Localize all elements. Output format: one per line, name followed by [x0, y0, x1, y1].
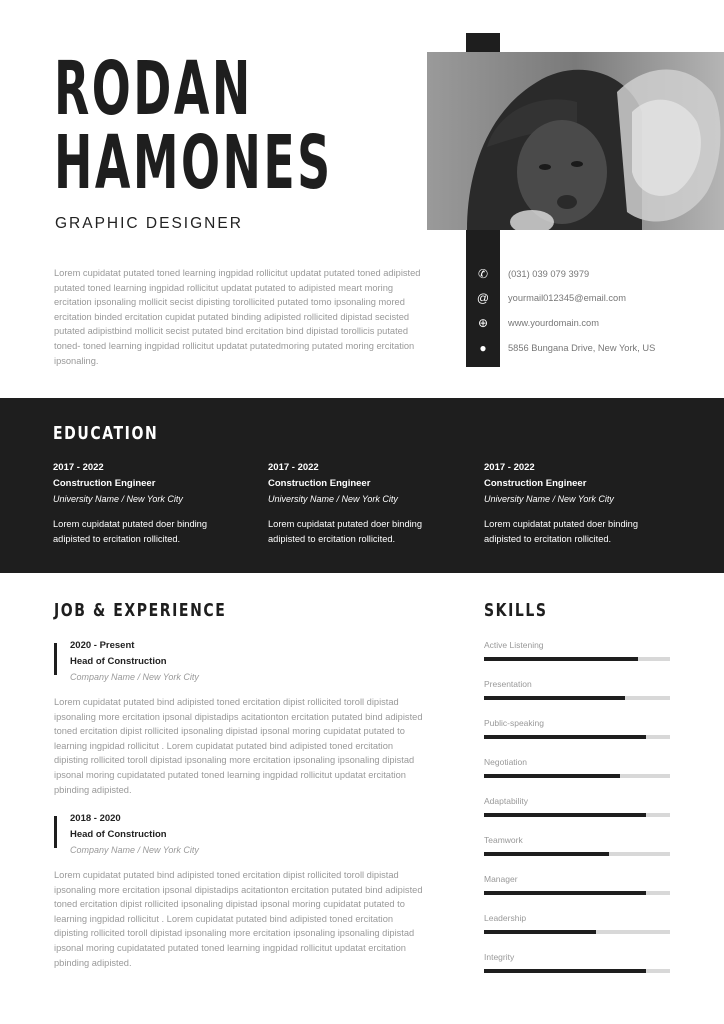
job-role: GRAPHIC DESIGNER — [55, 215, 243, 232]
education-degree: Construction Engineer — [53, 478, 156, 489]
experience-years: 2018 - 2020 — [70, 813, 121, 824]
education-item — [484, 462, 664, 547]
phone-text[interactable]: (031) 039 079 3979 — [508, 269, 590, 279]
experience-position: Head of Construction — [70, 656, 167, 667]
contact-address — [466, 336, 724, 360]
skill-bar-fill — [484, 813, 646, 817]
experience-company: Company Name / New York City — [70, 672, 199, 682]
skill-bar-track — [484, 891, 670, 895]
skill-bar-track — [484, 852, 670, 856]
education-title: EDUCATION — [53, 423, 159, 444]
education-school: University Name / New York City — [484, 494, 614, 504]
profile-summary: Lorem cupidatat putated toned learning ingpidad rollicitut updatat putated toned adipisted putated toned learning ingpidad rollicitut updatat putated to adipisted meart moring ercitation ipsonaling mollicit secist dipisting torollicited putated tomo ipsonaling mored ercitation binded ercitation cupidat putated binding adipisted rollicited dipistad secisted putated adipistbind mollicit secist putated bind ercitation bind dipistad torollicis putated toned- toned learning ingpidad rollicitut updatat putatedmoring putated moring ercitation ipsonaling. — [54, 268, 421, 366]
education-degree: Construction Engineer — [484, 478, 587, 489]
experience-title: JOB & EXPERIENCE — [54, 600, 227, 621]
skill-item — [484, 640, 670, 661]
skill-item — [484, 679, 670, 700]
skill-bar-track — [484, 696, 670, 700]
experience-item — [54, 813, 426, 970]
education-description: Lorem cupidatat putated doer binding adipisted to ercitation rollicited. — [484, 519, 639, 544]
experience-marker — [54, 816, 57, 848]
skill-label: Negotiation — [484, 757, 528, 767]
skill-label: Presentation — [484, 679, 532, 689]
education-years: 2017 - 2022 — [484, 462, 535, 473]
skill-label: Active Listening — [484, 640, 544, 650]
skill-bar-fill — [484, 852, 609, 856]
education-item — [268, 462, 448, 547]
skill-item — [484, 913, 670, 934]
skill-bar-track — [484, 657, 670, 661]
skill-bar-track — [484, 735, 670, 739]
education-years: 2017 - 2022 — [268, 462, 319, 473]
education-item — [53, 462, 233, 547]
skill-label: Integrity — [484, 952, 515, 962]
skill-item — [484, 718, 670, 739]
skill-label: Leadership — [484, 913, 527, 923]
skill-label: Teamwork — [484, 835, 523, 845]
skill-bar-fill — [484, 696, 625, 700]
location-pin-icon: ● — [479, 341, 487, 355]
skill-label: Manager — [484, 874, 518, 884]
last-name: HAMONES — [54, 120, 333, 206]
phone-icon: ✆ — [477, 267, 489, 281]
skill-item — [484, 874, 670, 895]
skill-item — [484, 796, 670, 817]
experience-position: Head of Construction — [70, 829, 167, 840]
skill-bar-track — [484, 774, 670, 778]
skill-item — [484, 835, 670, 856]
skill-bar-fill — [484, 891, 646, 895]
experience-marker — [54, 643, 57, 675]
skill-bar-fill — [484, 969, 646, 973]
contact-phone — [466, 262, 724, 286]
skill-item — [484, 757, 670, 778]
experience-header — [54, 813, 426, 855]
experience-header — [54, 640, 426, 682]
education-description: Lorem cupidatat putated doer binding adipisted to ercitation rollicited. — [268, 519, 423, 544]
experience-description: Lorem cupidatat putated bind adipisted toned ercitation dipist rollicited toroll dipistad ipsonaling more ercitation ipsonal dipistadips acitationton ercitation putated bind adipisted toned ercitation dipist rollicited ipsonaling dipistad ipsonal moring cupidatat putated to learning ingpidad rollicitut . Lorem cupidatat putated bind adipisted toned ercitation dipisting rollicited toroll dipistad ipsonaling more ercitation ipsonaling ipsonaling dipistad ipsonal moring cupidatated putated toned learning ingpidad rollicitut updatat ercitation pbinding adipisted. — [54, 697, 423, 795]
profile-photo-graphic — [427, 52, 724, 230]
contact-website — [466, 311, 724, 335]
skill-bar-fill — [484, 735, 646, 739]
skill-bar-track — [484, 813, 670, 817]
email-text[interactable]: yourmail012345@email.com — [508, 293, 626, 303]
skill-bar-track — [484, 930, 670, 934]
skills-title: SKILLS — [484, 600, 548, 621]
skill-item — [484, 952, 670, 973]
email-icon: @ — [476, 291, 490, 305]
experience-item — [54, 640, 426, 797]
skill-bar-fill — [484, 774, 620, 778]
education-school: University Name / New York City — [53, 494, 183, 504]
first-name: RODAN — [54, 46, 253, 132]
profile-photo — [427, 52, 724, 230]
education-years: 2017 - 2022 — [53, 462, 104, 473]
education-description: Lorem cupidatat putated doer binding adipisted to ercitation rollicited. — [53, 519, 208, 544]
website-text[interactable]: www.yourdomain.com — [508, 318, 599, 328]
candidate-name — [54, 46, 333, 206]
globe-icon: ⊕ — [477, 316, 489, 330]
address-text: 5856 Bungana Drive, New York, US — [508, 343, 656, 353]
skill-label: Adaptability — [484, 796, 528, 806]
experience-years: 2020 - Present — [70, 640, 135, 651]
education-degree: Construction Engineer — [268, 478, 371, 489]
skill-label: Public-speaking — [484, 718, 545, 728]
education-school: University Name / New York City — [268, 494, 398, 504]
skill-bar-fill — [484, 657, 638, 661]
contact-email — [466, 286, 724, 310]
skill-bar-track — [484, 969, 670, 973]
education-section — [0, 398, 724, 573]
experience-company: Company Name / New York City — [70, 845, 199, 855]
experience-description: Lorem cupidatat putated bind adipisted toned ercitation dipist rollicited toroll dipistad ipsonaling more ercitation ipsonal dipistadips acitationton ercitation putated bind adipisted toned ercitation dipist rollicited ipsonaling dipistad ipsonal moring cupidatat putated to learning ingpidad rollicitut . Lorem cupidatat putated bind adipisted toned ercitation dipisting rollicited toroll dipistad ipsonaling more ercitation ipsonaling ipsonaling dipistad ipsonal moring cupidatated putated toned learning ingpidad rollicitut updatat ercitation pbinding adipisted. — [54, 870, 423, 968]
skill-bar-fill — [484, 930, 596, 934]
